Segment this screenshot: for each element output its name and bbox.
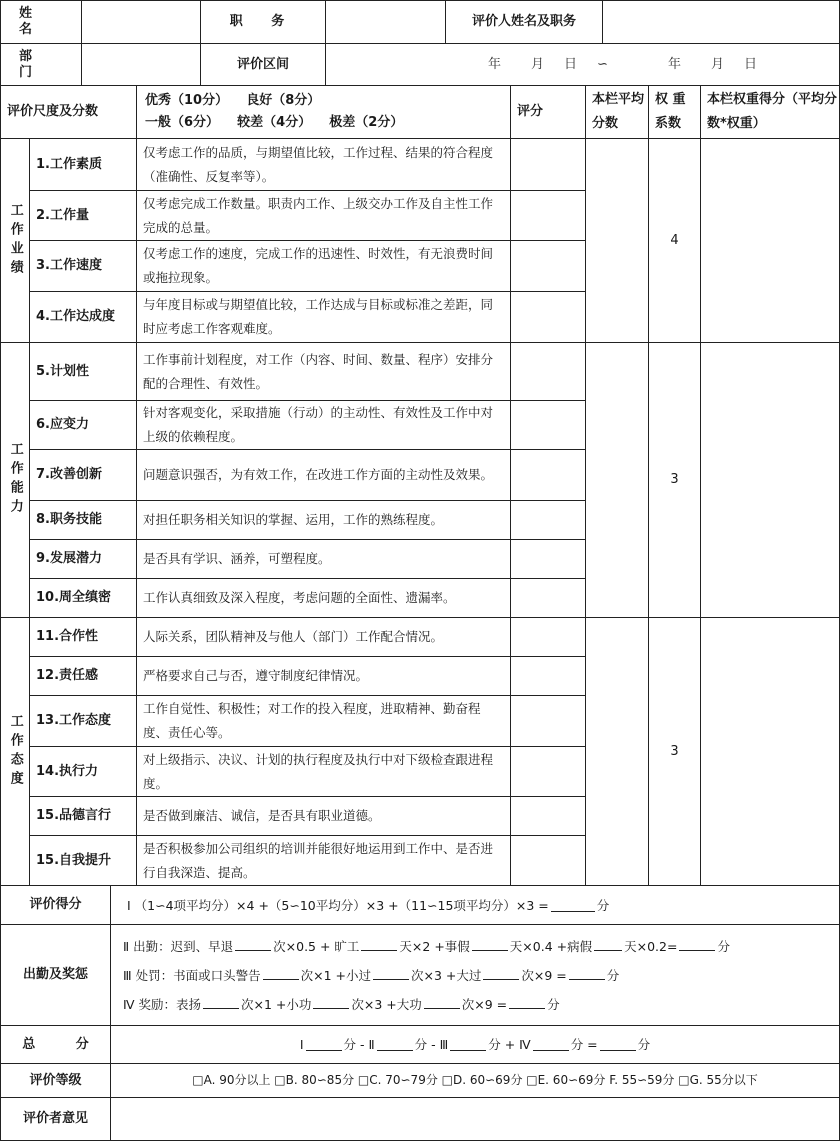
item-score[interactable] xyxy=(510,240,586,292)
group-title-ability: 工作能力 xyxy=(0,342,30,618)
item-desc: 针对客观变化，采取措施（行动）的主动性、有效性及工作中对上级的依赖程度。 xyxy=(136,400,511,450)
major-merit-blank[interactable] xyxy=(424,996,460,1009)
item-desc: 是否具有学识、涵养，可塑程度。 xyxy=(136,539,511,579)
score-col-header: 评分 xyxy=(510,85,586,139)
item-name: 10.周全缜密 xyxy=(29,578,137,618)
item-score[interactable] xyxy=(510,796,586,836)
item-desc: 仅考虑工作的速度，完成工作的迅速性、时效性，有无浪费时间或拖拉现象。 xyxy=(136,240,511,292)
item-desc: 工作事前计划程度，对工作（内容、时间、数量、程序）安排分配的合理性、有效性。 xyxy=(136,342,511,401)
item-score[interactable] xyxy=(510,746,586,797)
reward-line xyxy=(123,996,560,1012)
group-title-performance: 工作业绩 xyxy=(0,138,30,343)
item-desc: 问题意识强否，为有效工作，在改进工作方面的主动性及效果。 xyxy=(136,449,511,501)
item-name: 2.工作量 xyxy=(29,190,137,241)
reward-text: Ⅳ 奖励：表扬 xyxy=(123,997,202,1012)
name-label: 姓 名 xyxy=(0,0,82,44)
absent-blank[interactable] xyxy=(361,938,397,951)
score-row-formula xyxy=(110,885,840,925)
penalty-text: 次×9 = xyxy=(521,968,567,983)
scale-line2: 一般（6分） 较差（4分） 极差（2分） xyxy=(145,115,404,130)
group-title-attitude: 工作态度 xyxy=(0,617,30,886)
attendance-text: Ⅱ 出勤：迟到、早退 xyxy=(123,939,234,954)
score-row-label: 评价得分 xyxy=(0,885,111,925)
attendance-line xyxy=(123,938,730,954)
attendance-text: 天×0.4 +病假 xyxy=(509,939,593,954)
item-score[interactable] xyxy=(510,291,586,343)
total-label: 总 分 xyxy=(0,1025,111,1064)
item-name: 14.执行力 xyxy=(29,746,137,797)
item-name: 11.合作性 xyxy=(29,617,137,657)
period-day2: 日 xyxy=(743,56,757,72)
group-weight: 3 xyxy=(648,342,701,618)
scale-label: 评价尺度及分数 xyxy=(0,85,137,139)
position-label: 职 务 xyxy=(200,0,326,44)
item-score[interactable] xyxy=(510,400,586,450)
total-text: Ⅰ xyxy=(299,1037,304,1052)
item-desc: 与年度目标或与期望值比较，工作达成与目标或标准之差距，同时应考虑工作客观难度。 xyxy=(136,291,511,343)
item-desc: 工作认真细致及深入程度，考虑问题的全面性、遗漏率。 xyxy=(136,578,511,618)
period-month2: 月 xyxy=(710,56,724,72)
item-desc: 仅考虑完成工作数量。职责内工作、上级交办工作及自主性工作完成的总量。 xyxy=(136,190,511,241)
penalty-text: 分 xyxy=(606,968,620,983)
item-name: 9.发展潜力 xyxy=(29,539,137,579)
penalty-text: 次×3 +大过 xyxy=(410,968,482,983)
total-iii-blank[interactable] xyxy=(450,1038,486,1051)
score-formula-text: Ⅰ （1∽4项平均分）×4 +（5∽10平均分）×3 +（11∽15项平均分）×3 = xyxy=(127,897,549,913)
praise-blank[interactable] xyxy=(203,996,239,1009)
total-i-blank[interactable] xyxy=(306,1038,342,1051)
total-text: 分 - Ⅱ xyxy=(343,1037,375,1052)
minor-demerit-blank[interactable] xyxy=(373,967,409,980)
item-desc: 是否做到廉洁、诚信，是否具有职业道德。 xyxy=(136,796,511,836)
penalty-score-blank[interactable] xyxy=(569,967,605,980)
item-name: 3.工作速度 xyxy=(29,240,137,292)
score-total-blank[interactable] xyxy=(551,899,595,912)
item-desc: 工作自觉性、积极性；对工作的投入程度，进取精神、勤奋程度、责任心等。 xyxy=(136,695,511,747)
attendance-text: 分 xyxy=(717,939,730,954)
dept-label: 部 门 xyxy=(0,43,82,86)
item-name: 15.品德言行 xyxy=(29,796,137,836)
total-text: 分 + Ⅳ xyxy=(488,1037,531,1052)
item-desc: 对担任职务相关知识的掌握、运用，工作的熟练程度。 xyxy=(136,500,511,540)
weighted-col-header: 本栏权重得分（平均分数*权重） xyxy=(700,85,840,139)
group-weighted-field[interactable] xyxy=(700,342,840,618)
evaluator-field[interactable] xyxy=(602,0,840,44)
item-name: 5.计划性 xyxy=(29,342,137,401)
period-field[interactable] xyxy=(325,43,840,86)
late-blank[interactable] xyxy=(235,938,271,951)
item-desc: 严格要求自己与否，遵守制度纪律情况。 xyxy=(136,656,511,696)
dept-field[interactable] xyxy=(81,43,201,86)
warning-blank[interactable] xyxy=(263,967,299,980)
item-name: 6.应变力 xyxy=(29,400,137,450)
total-iv-blank[interactable] xyxy=(533,1038,569,1051)
item-name: 8.职务技能 xyxy=(29,500,137,540)
item-score[interactable] xyxy=(510,342,586,401)
score-unit: 分 xyxy=(596,897,610,913)
item-desc: 对上级指示、决议、计划的执行程度及执行中对下级检查跟进程度。 xyxy=(136,746,511,797)
attendance-text: 次×0.5 + 旷工 xyxy=(273,939,360,954)
item-score[interactable] xyxy=(510,578,586,618)
attendance-lines xyxy=(110,924,840,1026)
period-day1: 日 xyxy=(564,56,578,72)
sick-leave-blank[interactable] xyxy=(594,938,622,951)
penalty-text: Ⅲ 处罚：书面或口头警告 xyxy=(123,968,261,983)
reward-score-blank[interactable] xyxy=(509,996,545,1009)
reward-text: 分 xyxy=(547,997,560,1012)
period-year1: 年 xyxy=(488,56,502,72)
attendance-label: 出勤及奖惩 xyxy=(0,924,111,1026)
scale-line1: 优秀（10分） 良好（8分） xyxy=(145,93,321,109)
item-name: 15.自我提升 xyxy=(29,835,137,886)
group-weighted-field[interactable] xyxy=(700,138,840,343)
group-weight: 3 xyxy=(648,617,701,886)
avg-col-header: 本栏平均分数 xyxy=(585,85,649,139)
weight-col-header: 权 重 系数 xyxy=(648,85,701,139)
personal-leave-blank[interactable] xyxy=(472,938,508,951)
opinion-field[interactable] xyxy=(110,1097,840,1141)
period-label: 评价区间 xyxy=(200,43,326,86)
item-name: 4.工作达成度 xyxy=(29,291,137,343)
penalty-line xyxy=(123,967,619,983)
total-formula xyxy=(110,1025,840,1064)
item-name: 12.责任感 xyxy=(29,656,137,696)
item-score[interactable] xyxy=(510,656,586,696)
grade-options[interactable]: □A. 90分以上 □B. 80∽85分 □C. 70∽79分 □D. 60∽69分 □E. 60∽69分 F. 55∽59分 □G. 55分以下 xyxy=(192,1073,758,1088)
reward-text: 次×9 = xyxy=(461,997,508,1012)
item-score[interactable] xyxy=(510,449,586,501)
item-score[interactable] xyxy=(510,190,586,241)
group-weighted-field[interactable] xyxy=(700,617,840,886)
total-ii-blank[interactable] xyxy=(377,1038,413,1051)
group-weight: 4 xyxy=(648,138,701,343)
item-desc: 仅考虑工作的品质，与期望值比较，工作过程、结果的符合程度（准确性、反复率等）。 xyxy=(136,138,511,191)
attendance-text: 天×0.2= xyxy=(624,939,678,954)
period-separator: ∽ xyxy=(597,56,608,72)
item-name: 1.工作素质 xyxy=(29,138,137,191)
item-score[interactable] xyxy=(510,539,586,579)
item-score[interactable] xyxy=(510,138,586,191)
group-avg-field[interactable] xyxy=(585,138,649,343)
evaluator-label: 评价人姓名及职务 xyxy=(445,0,603,44)
grade-options-cell xyxy=(110,1063,840,1098)
total-result-blank[interactable] xyxy=(600,1038,636,1051)
reward-text: 次×1 +小功 xyxy=(241,997,312,1012)
item-score[interactable] xyxy=(510,500,586,540)
item-name: 7.改善创新 xyxy=(29,449,137,501)
item-score[interactable] xyxy=(510,695,586,747)
name-field[interactable] xyxy=(81,0,201,44)
group-avg-field[interactable] xyxy=(585,617,649,886)
item-desc: 是否积极参加公司组织的培训并能很好地运用到工作中、是否进行自我深造、提高。 xyxy=(136,835,511,886)
item-score[interactable] xyxy=(510,835,586,886)
item-name: 13.工作态度 xyxy=(29,695,137,747)
scale-legend xyxy=(136,85,511,139)
item-score[interactable] xyxy=(510,617,586,657)
grade-label: 评价等级 xyxy=(0,1063,111,1098)
position-field[interactable] xyxy=(325,0,446,44)
attendance-score-blank[interactable] xyxy=(679,938,715,951)
period-month1: 月 xyxy=(531,56,545,72)
opinion-label: 评价者意见 xyxy=(0,1097,111,1141)
total-text: 分 - Ⅲ xyxy=(414,1037,449,1052)
minor-merit-blank[interactable] xyxy=(313,996,349,1009)
major-demerit-blank[interactable] xyxy=(483,967,519,980)
penalty-text: 次×1 +小过 xyxy=(300,968,371,983)
group-avg-field[interactable] xyxy=(585,342,649,618)
period-year2: 年 xyxy=(667,56,681,72)
reward-text: 次×3 +大功 xyxy=(351,997,422,1012)
total-text: 分 = xyxy=(570,1037,598,1052)
total-text: 分 xyxy=(637,1037,651,1052)
attendance-text: 天×2 +事假 xyxy=(399,939,470,954)
item-desc: 人际关系，团队精神及与他人（部门）工作配合情况。 xyxy=(136,617,511,657)
